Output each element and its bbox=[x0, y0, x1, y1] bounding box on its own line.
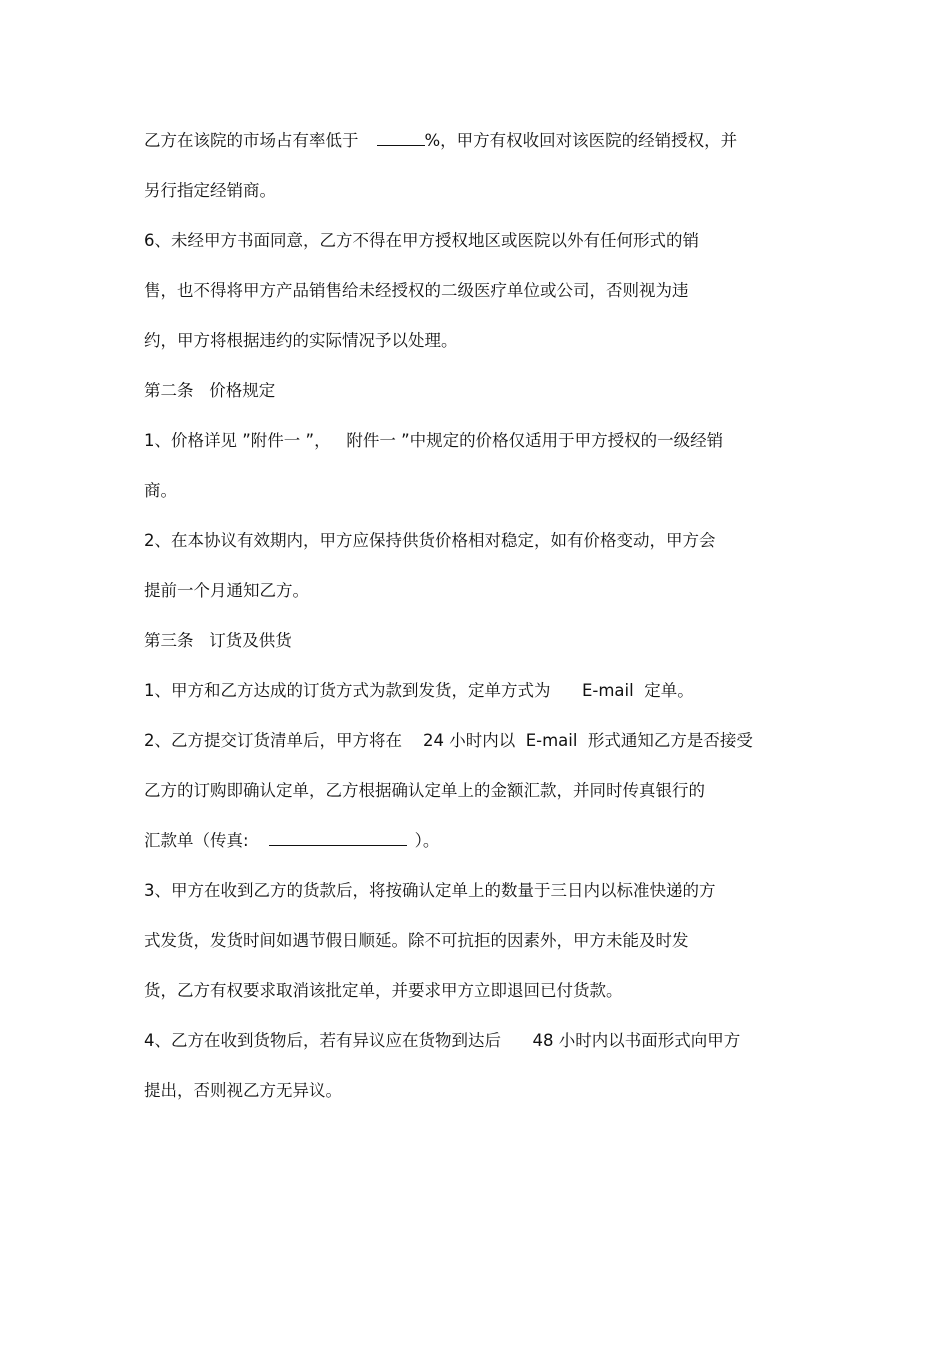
fax-number-blank bbox=[269, 828, 407, 846]
line-15-text-a: 汇款单（传真: bbox=[144, 831, 249, 850]
section-heading-price: 第二条 价格规定 bbox=[144, 381, 276, 400]
line-1-text-a: 乙方在该院的市场占有率低于 bbox=[144, 131, 359, 150]
paragraph-line-7: 1、价格详见 ”附件一 ”， 附件一 ”中规定的价格仅适用于甲方授权的一级经销 bbox=[144, 431, 724, 450]
paragraph-line-4: 售，也不得将甲方产品销售给未经授权的二级医疗单位或公司，否则视为违 bbox=[144, 281, 689, 300]
paragraph-line-20: 提出，否则视乙方无异议。 bbox=[144, 1081, 342, 1100]
paragraph-line-9: 2、在本协议有效期内，甲方应保持供货价格相对稳定，如有价格变动，甲方会 bbox=[144, 531, 716, 550]
paragraph-line-8: 商。 bbox=[144, 481, 177, 500]
paragraph-line-12: 1、甲方和乙方达成的订货方式为款到发货，定单方式为 E-mail 定单。 bbox=[144, 681, 694, 700]
paragraph-line-17: 式发货，发货时间如遇节假日顺延。除不可抗拒的因素外，甲方未能及时发 bbox=[144, 931, 689, 950]
paragraph-line-14: 乙方的订购即确认定单，乙方根据确认定单上的金额汇款，并同时传真银行的 bbox=[144, 781, 705, 800]
paragraph-line-16: 3、甲方在收到乙方的货款后，将按确认定单上的数量于三日内以标准快递的方 bbox=[144, 881, 716, 900]
section-heading-order: 第三条 订货及供货 bbox=[144, 631, 292, 650]
paragraph-line-5: 约，甲方将根据违约的实际情况予以处理。 bbox=[144, 331, 458, 350]
line-15-text-b: ）。 bbox=[414, 831, 440, 850]
paragraph-line-3: 6、未经甲方书面同意，乙方不得在甲方授权地区或医院以外有任何形式的销 bbox=[144, 231, 699, 250]
paragraph-line-10: 提前一个月通知乙方。 bbox=[144, 581, 309, 600]
paragraph-line-18: 货，乙方有权要求取消该批定单，并要求甲方立即退回已付货款。 bbox=[144, 981, 623, 1000]
paragraph-line-2: 另行指定经销商。 bbox=[144, 181, 276, 200]
paragraph-line-13: 2、乙方提交订货清单后，甲方将在 24 小时内以 E-mail 形式通知乙方是否接受 bbox=[144, 731, 753, 750]
paragraph-line-15 bbox=[144, 828, 439, 854]
paragraph-line-1 bbox=[144, 128, 737, 154]
market-share-blank bbox=[377, 128, 425, 146]
line-1-text-b: %，甲方有权收回对该医院的经销授权，并 bbox=[424, 131, 738, 150]
paragraph-line-19: 4、乙方在收到货物后，若有异议应在货物到达后 48 小时内以书面形式向甲方 bbox=[144, 1031, 741, 1050]
